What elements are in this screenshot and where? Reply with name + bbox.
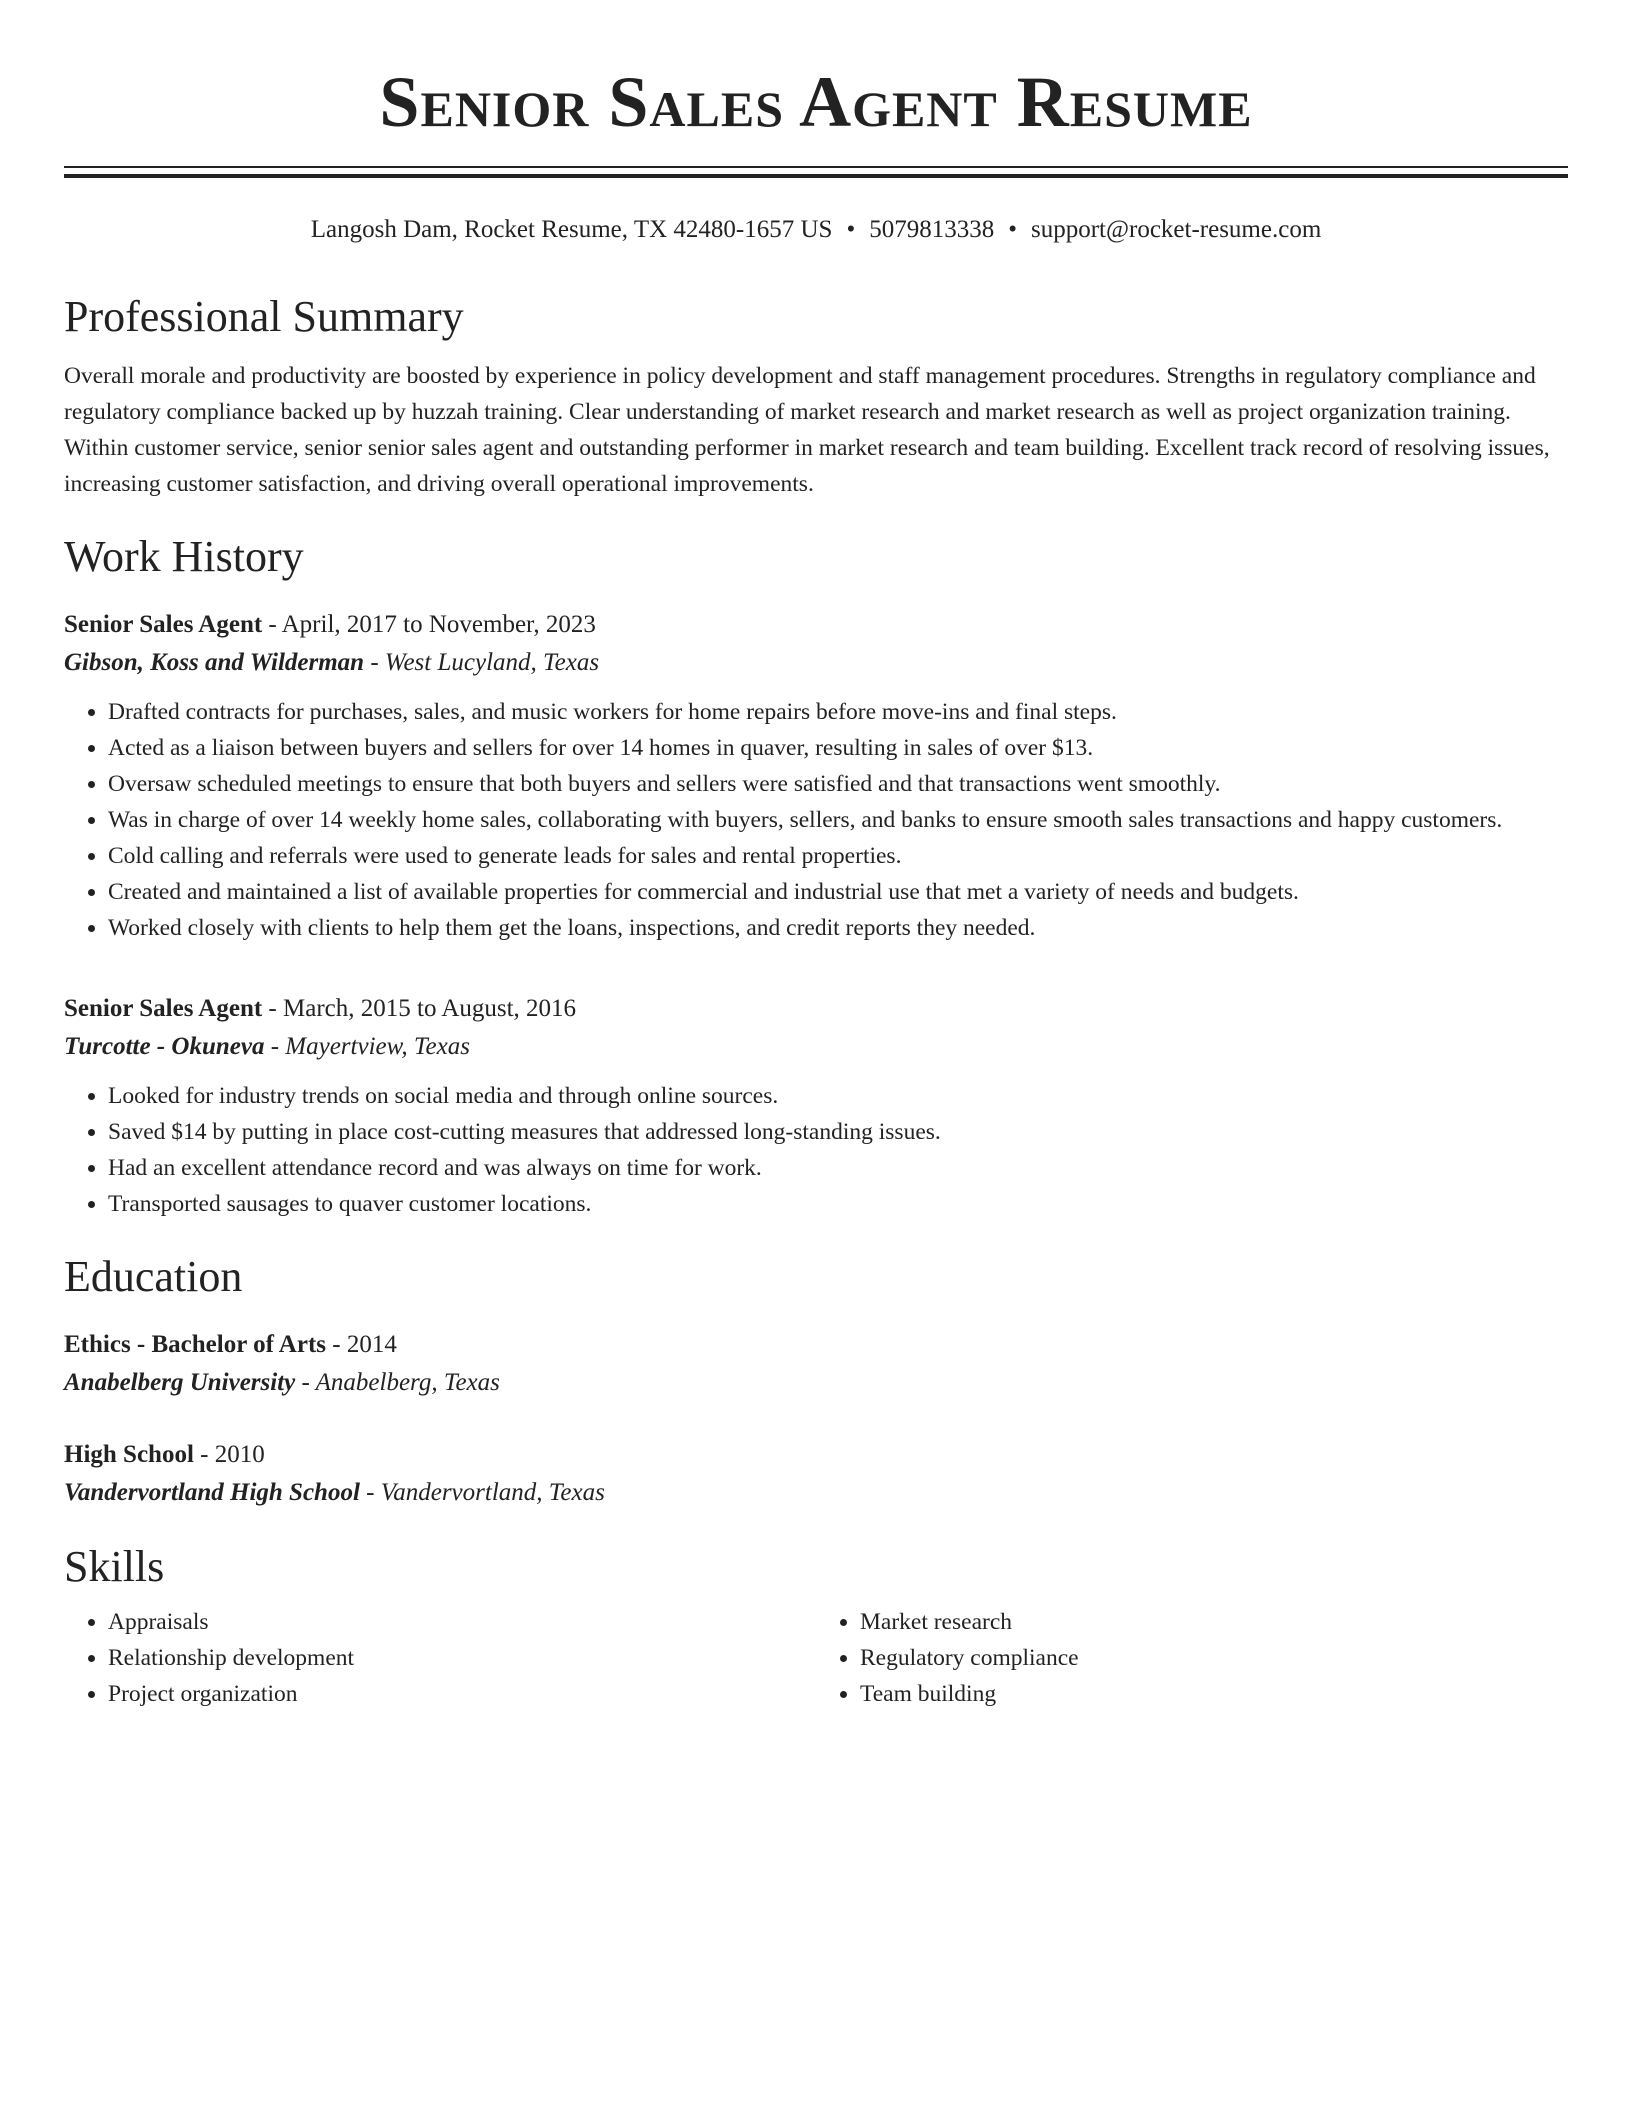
education-school: Anabelberg University (64, 1369, 296, 1396)
skills-grid (64, 1604, 1568, 1712)
job-company-line: Gibson, Koss and Wilderman - West Lucyland, Texas (64, 649, 600, 676)
job-bullet: • Cold calling and referrals were used to generate leads for sales and rental properties. (108, 838, 1568, 874)
contact-phone: 5079813338 (869, 216, 995, 243)
education-year: 2014 (346, 1331, 397, 1358)
education-entry (64, 1326, 1568, 1402)
job-location: West Lucyland, Texas (384, 649, 600, 676)
education-school-line: Vandervortland High School - Vandervortland, Texas (64, 1479, 605, 1506)
skill-item: • Project organization (108, 1676, 816, 1712)
education-degree-line: High School - 2010 (64, 1441, 265, 1468)
education-degree: High School (64, 1441, 194, 1468)
job-bullet: • Created and maintained a list of available properties for commercial and industrial use that met a variety of needs and budgets. (108, 874, 1568, 910)
job-bullet: • Drafted contracts for purchases, sales, and music workers for home repairs before move-ins and final steps. (108, 694, 1568, 730)
job-bullet: • Transported sausages to quaver customer locations. (108, 1186, 1568, 1222)
title-divider-thin (64, 166, 1568, 168)
job-bullet: • Looked for industry trends on social media and through online sources. (108, 1078, 1568, 1114)
contact-line (64, 214, 1568, 246)
job-dates: April, 2017 to November, 2023 (281, 611, 596, 638)
contact-separator: • (846, 216, 856, 243)
education-school: Vandervortland High School (64, 1479, 360, 1506)
education-degree-line: Ethics - Bachelor of Arts - 2014 (64, 1331, 397, 1358)
job-company: Turcotte - Okuneva (64, 1033, 265, 1060)
job-bullets (64, 1078, 1568, 1222)
skill-item: • Regulatory compliance (860, 1640, 1568, 1676)
job-bullet: • Was in charge of over 14 weekly home sales, collaborating with buyers, sellers, and banks to ensure smooth sales transactions and happy customers. (108, 802, 1568, 838)
job-bullets (64, 694, 1568, 946)
job-dates: March, 2015 to August, 2016 (283, 995, 577, 1022)
resume-title: Senior Sales Agent Resume (379, 62, 1253, 142)
skills-column-left (64, 1604, 816, 1712)
job-bullet: • Oversaw scheduled meetings to ensure that both buyers and sellers were satisfied and that transactions went smoothly. (108, 766, 1568, 802)
job-bullet: • Had an excellent attendance record and was always on time for work. (108, 1150, 1568, 1186)
skills-heading: Skills (64, 1542, 165, 1591)
job-bullet: • Worked closely with clients to help them get the loans, inspections, and credit reports they needed. (108, 910, 1568, 946)
job-company: Gibson, Koss and Wilderman (64, 649, 365, 676)
education-school-line: Anabelberg University - Anabelberg, Texas (64, 1369, 500, 1396)
skill-item: • Market research (860, 1604, 1568, 1640)
contact-separator: • (1008, 216, 1017, 243)
job-location: Mayertview, Texas (285, 1033, 470, 1060)
skills-column-right (816, 1604, 1568, 1712)
skill-item: • Team building (860, 1676, 1568, 1712)
job-bullet: • Acted as a liaison between buyers and sellers for over 14 homes in quaver, resulting in sales of over $13. (108, 730, 1568, 766)
job-company-line: Turcotte - Okuneva - Mayertview, Texas (64, 1033, 470, 1060)
education-location: Vandervortland, Texas (380, 1479, 605, 1506)
job-title-line: Senior Sales Agent - March, 2015 to August, 2016 (64, 995, 577, 1022)
contact-email: support@rocket-resume.com (1030, 216, 1322, 243)
summary-text: Overall morale and productivity are boosted by experience in policy development and staff management procedures. Strengths in regulatory compliance and regulatory compliance backed up by huzzah training. Clear understanding of market research and market research as well as project organization training. Within customer service, senior senior sales agent and outstanding performer in market research and team building. Excellent track record of resolving issues, increasing customer satisfaction, and driving overall operational improvements. (64, 363, 1550, 497)
work-history-heading: Work History (64, 532, 304, 581)
education-year: 2010 (214, 1441, 265, 1468)
job-entry (64, 606, 1568, 946)
job-title-line: Senior Sales Agent - April, 2017 to November, 2023 (64, 611, 596, 638)
job-bullet: • Saved $14 by putting in place cost-cutting measures that addressed long-standing issues. (108, 1114, 1568, 1150)
education-heading: Education (64, 1252, 243, 1301)
title-divider-thick (64, 174, 1568, 178)
skill-item: • Appraisals (108, 1604, 816, 1640)
skill-item: • Relationship development (108, 1640, 816, 1676)
education-entry (64, 1436, 1568, 1512)
education-location: Anabelberg, Texas (315, 1369, 500, 1396)
education-degree: Ethics - Bachelor of Arts (64, 1331, 327, 1358)
job-entry (64, 990, 1568, 1222)
job-title: Senior Sales Agent (64, 995, 263, 1022)
summary-heading: Professional Summary (64, 292, 464, 341)
job-title: Senior Sales Agent (64, 611, 263, 638)
contact-address: Langosh Dam, Rocket Resume, TX 42480-1657 US (310, 216, 833, 243)
